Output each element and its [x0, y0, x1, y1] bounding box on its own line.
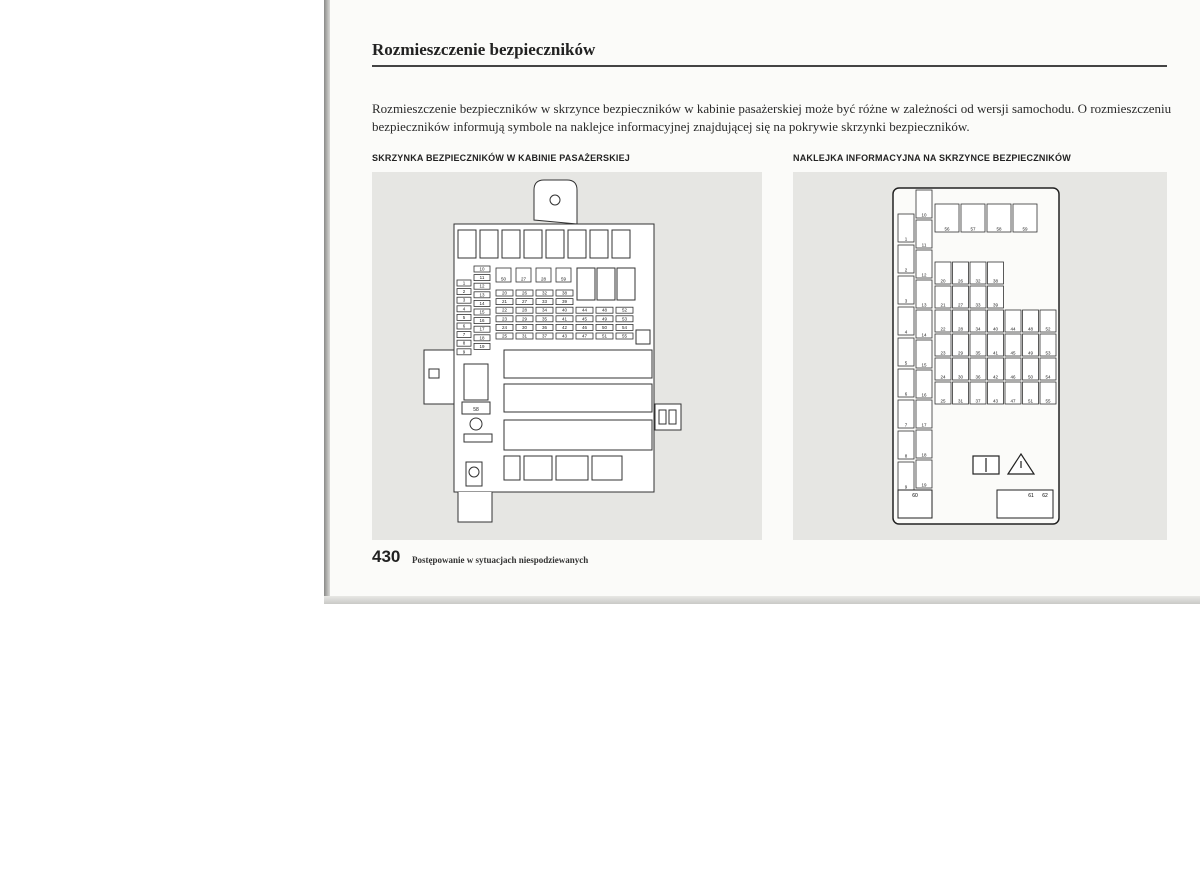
label-cell-number: 43 — [992, 398, 999, 404]
label-cell-number: 52 — [1045, 326, 1051, 332]
fuse-slot-number: 1 — [462, 280, 466, 286]
side-relay — [636, 330, 650, 344]
fuse-slot-number: 46 — [581, 324, 588, 330]
label-cell-number: 46 — [1010, 374, 1016, 380]
label-number-61: 61 — [1028, 493, 1034, 499]
connector-pin — [659, 410, 666, 424]
fuse-slot-number: 6 — [462, 323, 466, 329]
fuse-slot-number: 59 — [560, 276, 567, 282]
fuse-slot-number: 51 — [601, 333, 608, 339]
fuse-slot-number: 37 — [541, 333, 548, 339]
fuse-slot-number: 14 — [479, 300, 485, 306]
label-cell-number: 51 — [1027, 398, 1034, 404]
label-number-62: 62 — [1042, 493, 1048, 499]
fuse-slot-number: 27 — [520, 276, 527, 282]
footer-section: Postępowanie w sytuacjach niespodziewanych — [412, 555, 589, 565]
label-cell-number: 13 — [921, 302, 927, 308]
fuse-slot-number: 12 — [479, 283, 485, 289]
fuse-slot-number: 43 — [561, 333, 568, 339]
fuse-slot-number: 26 — [521, 290, 528, 296]
fuse-slot-number: 50 — [500, 276, 507, 282]
fuse-slot-number: 8 — [462, 340, 466, 346]
label-cell-number: 39 — [992, 302, 999, 308]
fuse-slot-number: 13 — [479, 292, 485, 298]
label-cell-number: 57 — [970, 226, 976, 232]
label-cell-number: 11 — [921, 242, 927, 248]
label-cell-number: 49 — [1027, 350, 1034, 356]
label-cell-number: 17 — [921, 422, 927, 428]
label-cell-number: 50 — [1027, 374, 1034, 380]
label-cell-number: 55 — [1045, 398, 1051, 404]
fusebox-figure — [372, 172, 762, 540]
label-cell-number: 14 — [921, 332, 927, 338]
fuse-slot-number: 29 — [521, 316, 528, 322]
label-cell-number: 2 — [904, 267, 908, 273]
fuse-slot-number: 7 — [462, 332, 466, 338]
page-title: Rozmieszczenie bezpieczników — [372, 40, 596, 59]
intro-paragraph: Rozmieszczenie bezpieczników w skrzynce bezpieczników w kabinie pasażerskiej może być różne w zależności od wersji samochodu. O rozmieszczeniu bezpieczników informują symbole na naklejce informacyjnej znajdującej się na pokrywie skrzynki bezpieczników. — [372, 101, 1172, 134]
label-cell-number: 20 — [940, 278, 946, 284]
label-cell-number: 48 — [1027, 326, 1034, 332]
page-spine — [324, 0, 330, 604]
fuse-slot-number: 53 — [621, 316, 628, 322]
label-cell-number: 6 — [904, 391, 908, 397]
label-cell-number: 42 — [992, 374, 999, 380]
label-cell-number: 22 — [940, 326, 946, 332]
label-cell-number: 35 — [975, 350, 981, 356]
label-cell-number: 54 — [1045, 374, 1051, 380]
fusebox-diagram — [372, 172, 762, 540]
label-cell-number: 21 — [940, 302, 946, 308]
label-cell-number: 24 — [940, 374, 946, 380]
page-number: 430 — [372, 547, 401, 566]
label-cell-number: 5 — [904, 360, 908, 366]
fuse-slot-number: 25 — [501, 333, 508, 339]
module-1 — [504, 350, 652, 378]
fuse-slot-number: 42 — [561, 324, 568, 330]
label-cell-number: 12 — [921, 272, 927, 278]
fuse-slot-number: 27 — [521, 299, 528, 305]
fuse-slot-number: 11 — [479, 275, 485, 281]
mounting-hole — [550, 195, 560, 205]
fuse-slot-number: 2 — [462, 289, 466, 295]
fuse-slot-number: 19 — [479, 343, 485, 349]
label-cell-number: 16 — [921, 392, 927, 398]
label-cell-number: 29 — [957, 350, 964, 356]
fuse-slot-number: 33 — [541, 299, 548, 305]
fuse-slot-number: 38 — [561, 290, 568, 296]
fuse-slot-number: 16 — [479, 318, 485, 324]
label-cell-number: 15 — [921, 362, 927, 368]
lower-fuse-number: 58 — [473, 407, 479, 413]
label-cell-number: 25 — [940, 398, 946, 404]
label-cell-number: 37 — [975, 398, 981, 404]
fuse-slot-number: 23 — [501, 316, 508, 322]
label-cell-number: 33 — [975, 302, 981, 308]
fuse-slot-number: 28 — [540, 276, 547, 282]
fuse-slot-number: 20 — [501, 290, 508, 296]
fuse-slot-number: 34 — [541, 307, 548, 313]
left-heading: SKRZYNKA BEZPIECZNIKÓW W KABINIE PASAŻERSKIEJ — [372, 153, 631, 163]
fuse-slot-number: 3 — [462, 297, 466, 303]
label-cell-number: 44 — [1010, 326, 1016, 332]
label-cell-number: 28 — [957, 326, 964, 332]
label-cell-number: 7 — [904, 422, 908, 428]
label-cell-number: 59 — [1022, 226, 1028, 232]
label-cell-number: 8 — [904, 453, 908, 459]
fuse-slot-number: 18 — [479, 335, 485, 341]
label-cell-number: 9 — [904, 484, 908, 490]
label-number-60: 60 — [912, 493, 918, 499]
title-rule — [372, 65, 1167, 67]
fuse-slot-number: 32 — [541, 290, 548, 296]
label-cell-number: 41 — [992, 350, 999, 356]
label-figure — [793, 172, 1167, 540]
manual-page — [324, 0, 1200, 604]
label-cell-number: 34 — [975, 326, 981, 332]
label-cell-number: 31 — [957, 398, 964, 404]
label-cell-number: 56 — [944, 226, 950, 232]
fuse-slot-number: 15 — [479, 309, 485, 315]
fuse-slot-number: 36 — [541, 324, 548, 330]
page-edge-shadow — [324, 596, 1200, 604]
label-cell-number: 45 — [1010, 350, 1016, 356]
fuse-slot-number: 22 — [501, 307, 508, 313]
fuse-slot-number: 55 — [621, 333, 628, 339]
fuse-slot-number: 50 — [601, 324, 608, 330]
connector-pin — [669, 410, 676, 424]
fuse-slot-number: 17 — [479, 326, 485, 332]
fuse-slot-number: 49 — [601, 316, 608, 322]
info-label-diagram — [793, 172, 1167, 540]
fuse-slot-number: 30 — [521, 324, 528, 330]
fuse-slot-number: 21 — [501, 299, 508, 305]
fuse-slot-number: 35 — [541, 316, 548, 322]
label-cell-number: 47 — [1010, 398, 1016, 404]
fuse-slot-number: 24 — [501, 324, 508, 330]
label-cell-number: 36 — [975, 374, 981, 380]
fuse-slot-number: 4 — [462, 306, 466, 312]
label-cell-number: 30 — [957, 374, 964, 380]
fuse-slot-number: 9 — [462, 349, 466, 355]
label-cell-number: 10 — [921, 212, 927, 218]
label-cell-number: 19 — [921, 482, 927, 488]
fuse-slot-number: 45 — [581, 316, 588, 322]
label-cell-number: 40 — [992, 326, 999, 332]
fuse-slot-number: 41 — [561, 316, 568, 322]
bracket-slot — [429, 369, 439, 378]
label-cell-number: 3 — [904, 298, 908, 304]
label-cell-number: 23 — [940, 350, 946, 356]
fuse-slot-number: 54 — [621, 324, 628, 330]
label-cell-number: 18 — [921, 452, 927, 458]
fuse-slot-number: 28 — [521, 307, 528, 313]
fuse-slot-number: 5 — [462, 314, 466, 320]
label-cell-number: 4 — [904, 329, 908, 335]
label-cell-number: 27 — [957, 302, 964, 308]
right-heading: NAKLEJKA INFORMACYJNA NA SKRZYNCE BEZPIECZNIKÓW — [793, 153, 1071, 163]
fuse-slot-number: 48 — [601, 307, 608, 313]
label-cell-number: 1 — [904, 236, 908, 242]
fuse-slot-number: 39 — [561, 299, 568, 305]
label-cell-number: 32 — [975, 278, 981, 284]
fuse-slot-number: 10 — [479, 266, 485, 272]
label-cell-number: 38 — [992, 278, 999, 284]
bottom-stem — [458, 492, 492, 522]
label-cell-number: 58 — [996, 226, 1002, 232]
module-3 — [504, 420, 652, 450]
module-2 — [504, 384, 652, 412]
fuse-slot-number: 31 — [521, 333, 528, 339]
fuse-slot-number: 52 — [621, 307, 628, 313]
label-cell-number: 26 — [957, 278, 964, 284]
fuse-slot-number: 44 — [581, 307, 588, 313]
label-cell-number: 53 — [1045, 350, 1051, 356]
fuse-slot-number: 47 — [581, 333, 588, 339]
fuse-slot-number: 40 — [561, 307, 568, 313]
